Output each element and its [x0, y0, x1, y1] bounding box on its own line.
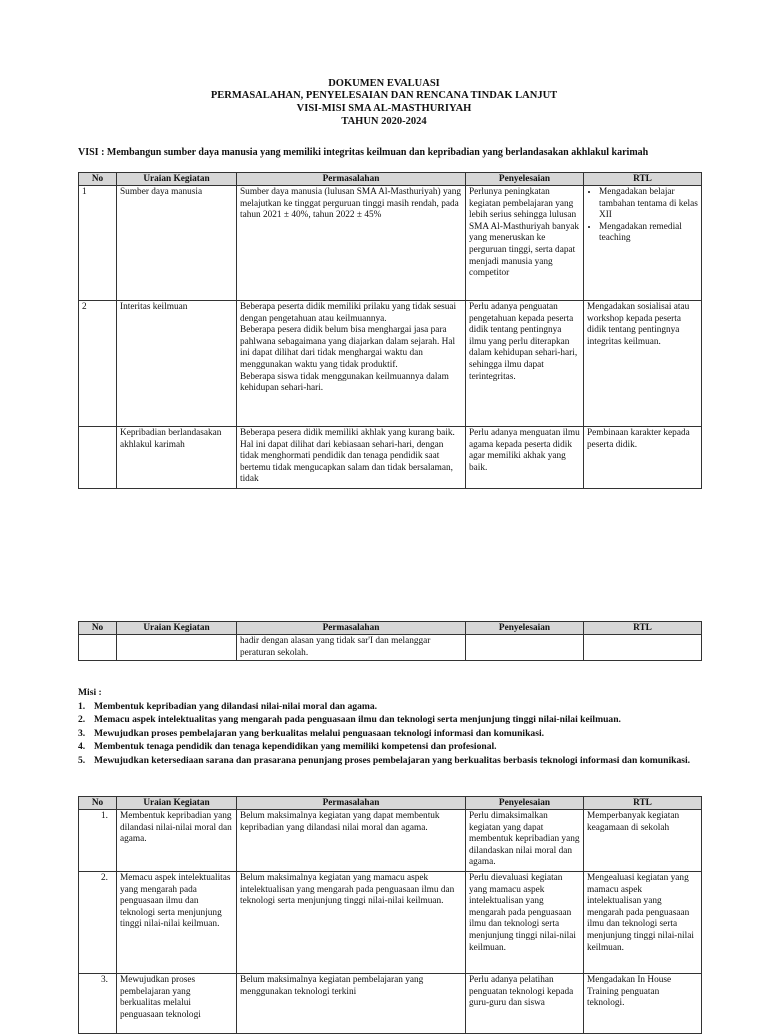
- misi-text: Mewujudkan ketersediaan sarana dan prasarana penunjang proses pembelajaran yang berkualitas berbasis teknologi informasi dan komunikasi.: [94, 754, 691, 766]
- misi-item: [78, 713, 718, 727]
- row-uraian: Mewujudkan proses pembelajaran yang berkualitas melalui penguasaan teknologi: [117, 974, 237, 1034]
- misi-item: [78, 727, 718, 741]
- row-no: 2: [79, 301, 117, 427]
- row-permasalahan: hadir dengan alasan yang tidak sar'I dan melanggar peraturan sekolah.: [237, 635, 466, 661]
- col-uraian: Uraian Kegiatan: [117, 622, 237, 635]
- table-header-row: [79, 622, 702, 635]
- row-rtl: Pembinaan karakter kepada peserta didik.: [584, 427, 702, 489]
- misi-item: [78, 740, 718, 754]
- col-permasalahan: Permasalahan: [237, 173, 466, 186]
- misi-number: 3.: [78, 727, 86, 739]
- row-permasalahan: Belum maksimalnya kegiatan pembelajaran yang menggunakan teknologi terkini: [237, 974, 466, 1034]
- table-row: [79, 635, 702, 661]
- col-no: No: [79, 173, 117, 186]
- row-uraian: Kepribadian berlandasakan akhlakul karimah: [117, 427, 237, 489]
- visi-table: [78, 172, 702, 489]
- misi-number: 1.: [78, 700, 86, 712]
- row-penyelesaian: Perlu dievaluasi kegiatan yang mamacu aspek intelektualisan yang mengarah pada penguasaan ilmu dan teknologi serta menjunjung tinggi nilai-nilai keilmuan.: [466, 872, 584, 974]
- misi-title: Misi :: [78, 687, 102, 698]
- col-penyelesaian: Penyelesaian: [466, 797, 584, 810]
- row-uraian: Membentuk kepribadian yang dilandasi nilai-nilai moral dan agama.: [117, 810, 237, 872]
- row-rtl: Mengadakan In House Training penguatan teknologi.: [584, 974, 702, 1034]
- col-uraian: Uraian Kegiatan: [117, 173, 237, 186]
- document-subtitle: PERMASALAHAN, PENYELESAIAN DAN RENCANA TINDAK LANJUT: [210, 90, 558, 101]
- document-school: VISI-MISI SMA AL-MASTHURIYAH: [296, 103, 472, 114]
- row-rtl: [584, 186, 702, 301]
- row-no: 3.: [79, 974, 117, 1034]
- row-no: 1.: [79, 810, 117, 872]
- misi-text: Membentuk kepribadian yang dilandasi nilai-nilai moral dan agama.: [94, 700, 378, 712]
- row-permasalahan: Sumber daya manusia (lulusan SMA Al-Masthuriyah) yang melajutkan ke tinggat perguruan tinggi masih rendah, pada tahun 2021 ± 40%, tahun 2022 ± 45%: [237, 186, 466, 301]
- col-rtl: RTL: [584, 622, 702, 635]
- row-uraian: Interitas keilmuan: [117, 301, 237, 427]
- row-rtl: Mengadakan sosialisai atau workshop kepada peserta didik tentang pentingnya integritas keilmuan.: [584, 301, 702, 427]
- row-no: [79, 427, 117, 489]
- table-header-row: [79, 173, 702, 186]
- col-no: No: [79, 622, 117, 635]
- row-rtl: Mengealuasi kegiatan yang mamacu aspek intelektualisan yang mengarah pada penguasaan ilmu dan teknologi serta menjunjung tinggi nilai-nilai keilmuan.: [584, 872, 702, 974]
- table-row: [79, 872, 702, 974]
- table-row: [79, 974, 702, 1034]
- misi-number: 5.: [78, 754, 86, 766]
- misi-item: [78, 754, 718, 768]
- row-no: 2.: [79, 872, 117, 974]
- col-rtl: RTL: [584, 797, 702, 810]
- row-permasalahan: Belum maksimalnya kegiatan yang mamacu aspek intelektualisan yang mengarah pada penguasaan ilmu dan teknologi serta menjunjung tinggi nilai-nilai keilmuan.: [237, 872, 466, 974]
- visi-statement: VISI : Membangun sumber daya manusia yang memiliki integritas keilmuan dan kepribadian yang berlandasakan akhlakul karimah: [78, 147, 649, 158]
- row-permasalahan: [237, 301, 466, 427]
- problem-line: Beberapa siswa tidak menggunakan keilmuannya dalam kehidupan sehari-hari.: [240, 371, 449, 394]
- problem-text: Beberapa pesera didik memiliki akhlak yang kurang baik. Hal ini dapat dilihat dari kebiasaan sehari-hari, dengan tidak menghormati pendidik dan tenaga pendidik saat bertemu tidak mengucapkan salam dan tidak bersalaman, tidak: [240, 428, 455, 485]
- misi-text: Mewujudkan proses pembelajaran yang berkualitas melalui penguasaan teknologi informasi dan komunikasi.: [94, 727, 545, 739]
- table-row: [79, 186, 702, 301]
- col-rtl: RTL: [584, 173, 702, 186]
- row-penyelesaian: Perlunya peningkatan kegiatan pembelajaran yang lebih serius sehingga lulusan SMA Al-Masthuriyah banyak yang meneruskan ke perguruan tinggi, serta dapat menjadi manusia yang competitor: [466, 186, 584, 301]
- table-header-row: [79, 797, 702, 810]
- row-penyelesaian: Perlu adanya penguatan pengetahuan kepada peserta didik tentang pentingnya ilmu yang perlu diterapkan dalam kehidupan sehari-hari, sehingga ilmu dapat terintegritas.: [466, 301, 584, 427]
- row-rtl: Memperbanyak kegiatan keagamaan di sekolah: [584, 810, 702, 872]
- row-penyelesaian: Perlu adanya pelatihan penguatan teknologi kepada guru-guru dan siswa: [466, 974, 584, 1034]
- row-no: [79, 635, 117, 661]
- table-row: [79, 427, 702, 489]
- misi-number: 2.: [78, 714, 86, 726]
- misi-item: [78, 700, 718, 714]
- row-penyelesaian: [466, 635, 584, 661]
- misi-text: Memacu aspek intelektualitas yang mengarah pada penguasaan ilmu dan teknologi serta menjunjung tinggi nilai-nilai keilmuan.: [94, 714, 621, 726]
- col-permasalahan: Permasalahan: [237, 797, 466, 810]
- row-no: 1: [79, 186, 117, 301]
- row-permasalahan: Belum maksimalnya kegiatan yang dapat membentuk kepribadian yang dilandasi nilai moral dan agama.: [237, 810, 466, 872]
- misi-table: [78, 796, 702, 1034]
- table-row: [79, 810, 702, 872]
- col-uraian: Uraian Kegiatan: [117, 797, 237, 810]
- row-uraian: Sumber daya manusia: [117, 186, 237, 301]
- col-no: No: [79, 797, 117, 810]
- document-year: TAHUN 2020-2024: [341, 116, 427, 127]
- continuation-table: [78, 621, 702, 661]
- row-uraian: [117, 635, 237, 661]
- row-penyelesaian: Perlu dimaksimalkan kegiatan yang dapat membentuk kepribadian yang dilandaskan nilai moral dan agama.: [466, 810, 584, 872]
- problem-line: Beberapa peserta didik memiliki prilaku yang tidak sesuai dengan pengetahuan atau keilmuannya.: [240, 302, 457, 324]
- misi-number: 4.: [78, 741, 86, 753]
- row-uraian: Memacu aspek intelektualitas yang mengarah pada penguasaan ilmu dan teknologi serta menjunjung tinggi nilai-nilai keilmuan.: [117, 872, 237, 974]
- row-permasalahan: [237, 427, 466, 489]
- col-penyelesaian: Penyelesaian: [466, 622, 584, 635]
- rtl-item: • Mengadakan belajar tambahan tentama di kelas XII: [599, 187, 698, 222]
- table-row: [79, 301, 702, 427]
- col-permasalahan: Permasalahan: [237, 622, 466, 635]
- rtl-item: • Mengadakan remedial teaching: [599, 222, 698, 245]
- misi-section: [78, 686, 718, 768]
- problem-line: Beberapa pesera didik belum bisa menghargai jasa para pahlwana sebagaimana yang diajarkan dalam sejarah. Hal ini dapat dilihat dari tidak menghargai waktu dan menggunakan waktu yang tidak produktif.: [240, 325, 456, 370]
- row-rtl: [584, 635, 702, 661]
- col-penyelesaian: Penyelesaian: [466, 173, 584, 186]
- misi-text: Membentuk tenaga pendidik dan tenaga kependidikan yang memiliki kompetensi dan profesional.: [94, 741, 497, 753]
- row-penyelesaian: Perlu adanya menguatan ilmu agama kepada peserta didik agar memiliki akhak yang baik.: [466, 427, 584, 489]
- document-title: DOKUMEN EVALUASI: [328, 78, 440, 89]
